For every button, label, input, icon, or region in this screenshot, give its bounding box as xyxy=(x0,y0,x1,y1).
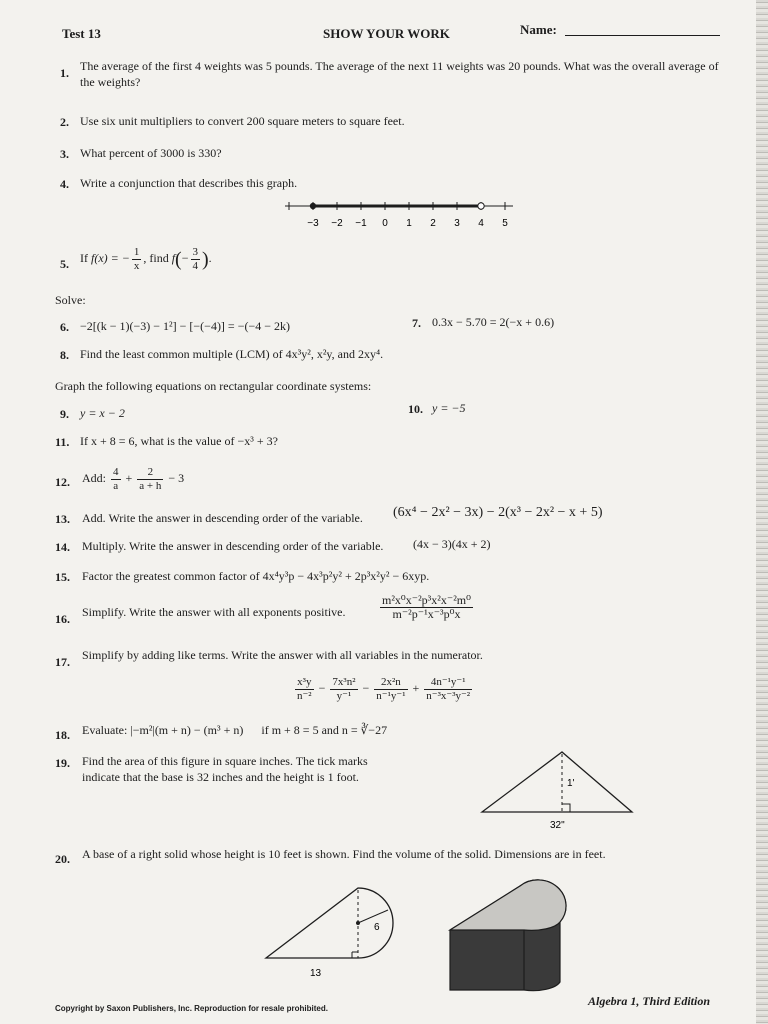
solid-top-face xyxy=(450,880,566,930)
q5-find: , find xyxy=(143,251,169,265)
q12-fraction-2-den: a + h xyxy=(139,479,162,492)
q12-fraction-1-num: 4 xyxy=(113,465,119,478)
q7-number: 7. xyxy=(412,316,421,330)
number-line-label: 1 xyxy=(406,218,412,229)
q15-text: Factor the greatest common factor of 4x⁴y³p − 4x³p²y² + 2p³x²y² − 6xyp. xyxy=(82,569,430,583)
q4-text: Write a conjunction that describes this graph. xyxy=(80,176,298,190)
q16-fraction-num: m²x⁰x⁻²p³x²x⁻²m⁰ xyxy=(382,593,471,607)
q2-number: 2. xyxy=(60,115,69,129)
q5-if: If xyxy=(80,251,88,265)
q13-expression: (6x⁴ − 2x² − 3x) − 2(x³ − 2x² − x + 5) xyxy=(393,505,603,520)
q17-operator-1: − xyxy=(318,681,326,695)
q17-operator-2: − xyxy=(362,681,370,695)
q16-number: 16. xyxy=(55,612,70,626)
number-line-label: 5 xyxy=(502,218,508,229)
q2-text: Use six unit multipliers to convert 200 square meters to square feet. xyxy=(80,114,405,128)
q9-number: 9. xyxy=(60,407,69,421)
q1-text: The average of the first 4 weights was 5 pounds. The average of the next 11 weights was 20 pounds. What was the overall average of the weights? xyxy=(80,59,719,89)
q9-text: y = x − 2 xyxy=(80,406,125,420)
solid-base-figure xyxy=(262,880,402,980)
open-endpoint-circle xyxy=(478,203,484,209)
q6-text: −2[(k − 1)(−3) − 1²] − [−(−4)] = −(−4 − 2k) xyxy=(80,319,290,333)
q17-term-1-num: x³y xyxy=(295,676,314,690)
center-dot xyxy=(356,921,360,925)
q19-text: Find the area of this figure in square inches. The tick marks indicate that the base is 32 inches and the height is 1 foot. xyxy=(82,754,368,784)
number-line-label: 3 xyxy=(454,218,460,229)
copyright-notice: Copyright by Saxon Publishers, Inc. Reproduction for resale prohibited. xyxy=(55,1004,328,1013)
q5-fraction-2-den: 4 xyxy=(192,259,198,272)
q3-text: What percent of 3000 is 330? xyxy=(80,146,222,160)
q17-operator-3: + xyxy=(412,681,420,695)
q12-expression xyxy=(82,460,184,496)
radius-line xyxy=(358,910,388,923)
q5-number: 5. xyxy=(60,257,69,271)
q12-fraction-2 xyxy=(137,466,163,493)
q15-number: 15. xyxy=(55,570,70,584)
q12-fraction-1 xyxy=(111,466,121,493)
q16-fraction-den: m⁻²p⁻¹x⁻³p⁰x xyxy=(392,607,461,621)
q4-number: 4. xyxy=(60,177,69,191)
show-your-work-title: SHOW YOUR WORK xyxy=(323,26,450,41)
q13-text: Add. Write the answer in descending order of the variable. xyxy=(82,511,363,525)
q12-plus: + xyxy=(125,471,133,485)
number-line-label: 4 xyxy=(478,218,484,229)
solid-3d-figure xyxy=(440,878,580,996)
q5-f: f xyxy=(171,251,176,265)
number-line-label: 0 xyxy=(382,218,388,229)
q17-expression xyxy=(293,670,474,706)
q5-fraction-1-num: 1 xyxy=(133,245,140,258)
number-line-label: −3 xyxy=(307,218,319,229)
q13-number: 13. xyxy=(55,512,70,526)
number-line-label: 2 xyxy=(430,218,436,229)
graph-instructions: Graph the following equations on rectangular coordinate systems: xyxy=(55,379,372,393)
q8-text: Find the least common multiple (LCM) of 4x³y², x²y, and 2xy⁴. xyxy=(80,347,384,361)
q12-label: Add: xyxy=(82,471,106,485)
triangle-outline xyxy=(482,752,632,812)
page-edge xyxy=(756,0,768,1024)
test-title: Test 13 xyxy=(62,26,101,41)
triangle-figure xyxy=(478,746,638,830)
q5-fraction-1-den: x xyxy=(133,259,140,272)
q5-function: f(x) = − xyxy=(91,251,130,265)
q17-term-2-den: y⁻¹ xyxy=(336,689,352,702)
edition-label: Algebra 1, Third Edition xyxy=(588,994,711,1008)
q14-expression: (4x − 3)(4x + 2) xyxy=(413,537,491,551)
q5-expression: If f(x) = − $\frac{1}{x}$ , find f(− $\frac{3}{4}$ ). xyxy=(80,245,212,272)
q18-number: 18. xyxy=(55,728,70,742)
name-field[interactable] xyxy=(565,35,720,36)
q7-text: 0.3x − 5.70 = 2(−x + 0.6) xyxy=(432,315,555,329)
q1-number: 1. xyxy=(60,66,69,80)
q10-text: y = −5 xyxy=(432,401,466,415)
q14-text: Multiply. Write the answer in descending order of the variable. xyxy=(82,539,384,553)
radius-label: 6 xyxy=(374,922,380,933)
q11-number: 11. xyxy=(55,435,70,449)
q17-term-4-den: n⁻³x⁻³y⁻² xyxy=(426,689,471,702)
q18-text: Evaluate: |−m²|(m + n) − (m³ + n) if m + 8 = 5 and n = ∛−27 xyxy=(82,723,388,737)
q20-text: A base of a right solid whose height is 10 feet is shown. Find the volume of the solid. Dimensions are in feet. xyxy=(82,847,606,861)
closed-endpoint-dot xyxy=(310,203,316,209)
q17-text: Simplify by adding like terms. Write the answer with all variables in the numerator. xyxy=(82,648,483,662)
q12-number: 12. xyxy=(55,475,70,489)
number-line-label: −1 xyxy=(355,218,367,229)
q16-text: Simplify. Write the answer with all exponents positive. xyxy=(82,605,346,619)
q19-number: 19. xyxy=(55,756,70,770)
q17-number: 17. xyxy=(55,655,70,669)
q5-fraction-2-num: 3 xyxy=(192,245,198,258)
q14-number: 14. xyxy=(55,540,70,554)
right-angle-mark xyxy=(562,804,570,812)
q16-fraction xyxy=(378,594,475,621)
q3-number: 3. xyxy=(60,147,69,161)
triangle-base-label: 32" xyxy=(550,820,565,830)
q8-number: 8. xyxy=(60,348,69,362)
base-length-label: 13 xyxy=(310,968,322,979)
q5-neg: − xyxy=(181,251,189,265)
q5-fraction-2 xyxy=(191,246,201,273)
q12-fraction-1-den: a xyxy=(113,479,119,492)
number-line-graph xyxy=(283,196,523,232)
q10-number: 10. xyxy=(408,402,423,416)
solve-label: Solve: xyxy=(55,293,86,307)
q17-term-3-num: 2x²n xyxy=(374,676,407,690)
q11-text: If x + 8 = 6, what is the value of −x³ + 3? xyxy=(80,434,278,448)
q5-fraction-1 xyxy=(132,246,142,273)
number-line-label: −2 xyxy=(331,218,343,229)
q12-fraction-2-num: 2 xyxy=(137,466,163,480)
name-label: Name: xyxy=(520,22,557,37)
q6-number: 6. xyxy=(60,320,69,334)
q20-number: 20. xyxy=(55,852,70,866)
q12-tail: − 3 xyxy=(168,471,185,485)
q17-term-1-den: n⁻² xyxy=(297,689,312,702)
q17-term-4-num: 4n⁻¹y⁻¹ xyxy=(424,676,472,690)
q17-term-3-den: n⁻¹y⁻¹ xyxy=(376,689,406,702)
triangle-height-label: 1' xyxy=(567,778,575,789)
q17-term-2-num: 7x³n² xyxy=(332,675,356,688)
